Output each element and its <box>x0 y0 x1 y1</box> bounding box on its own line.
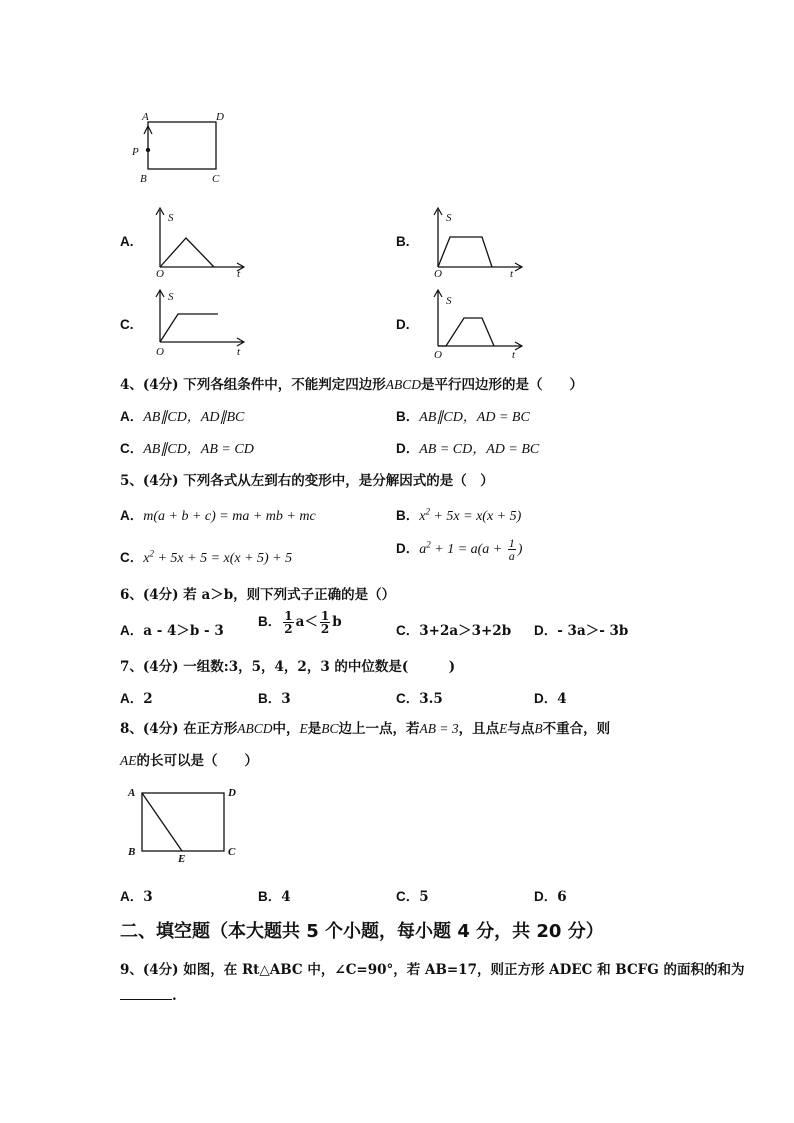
axis-s-label: S <box>446 212 452 224</box>
q4-option-d[interactable]: D．AB = CD，AD = BC <box>396 441 540 457</box>
question-7-stem: 7、(4分) 一组数:3，5，4，2，3 的中位数是( ) <box>120 659 456 675</box>
vertex-d-label: D <box>228 787 236 799</box>
axis-t-label: t <box>510 268 514 277</box>
axis-s-label: S <box>168 291 174 303</box>
q6-option-b[interactable]: B． $\frac{1}{2}$ a＜ $\frac{1}{2}$ b <box>258 609 342 636</box>
section-2-heading: 二、填空题（本大题共 5 个小题，每小题 4 分，共 20 分） <box>120 921 604 942</box>
vertex-c-label: C <box>228 846 236 858</box>
q7-option-b[interactable]: B．3 <box>258 691 291 707</box>
q7-option-c[interactable]: C．3.5 <box>396 691 443 707</box>
vertex-b-label: B <box>140 173 147 185</box>
graph-option-b-label: B. <box>396 234 410 249</box>
question-8-stem-line2: AE的长可以是（ ） <box>120 753 258 769</box>
vertex-c-label: C <box>212 173 220 185</box>
point-e-label: E <box>178 853 186 865</box>
segment-ae <box>142 793 182 851</box>
graph-option-a <box>148 205 248 277</box>
q7-option-a[interactable]: A．2 <box>120 691 153 707</box>
q5-option-d[interactable]: D．$a^2 + 1 = a(a$ + $\frac{1}{a}$ ) <box>396 536 523 564</box>
graph-option-c-label: C. <box>120 317 134 332</box>
vertex-a-label: A <box>128 787 136 799</box>
question-6-stem: 6、(4分) 若 a＞b，则下列式子正确的是（） <box>120 587 396 603</box>
q4-option-b[interactable]: B．AB∥CD，AD = BC <box>396 409 530 425</box>
question-4-stem: 4、(4分) 下列各组条件中，不能判定四边形ABCD是平行四边形的是（ ） <box>120 377 584 393</box>
q5-option-c[interactable]: C．$x^2 + 5x + 5 = x(x + 5) + 5$ <box>120 548 293 566</box>
origin-label: O <box>156 268 164 277</box>
axis-t-label: t <box>237 346 241 358</box>
graph-option-a-label: A. <box>120 234 134 249</box>
origin-label: O <box>156 346 164 358</box>
origin-label: O <box>434 268 442 277</box>
q5-option-a[interactable]: A．m(a + b + c) = ma + mb + mc <box>120 508 316 524</box>
q5-option-b[interactable]: B．$x^2 + 5x = x(x + 5)$ <box>396 506 522 524</box>
q4-option-a[interactable]: A．AB∥CD，AD∥BC <box>120 409 245 425</box>
axis-s-label: S <box>446 295 452 307</box>
graph-option-b <box>426 205 526 277</box>
q6-option-d[interactable]: D．- 3a＞- 3b <box>534 623 629 639</box>
vertex-a-label: A <box>142 111 149 123</box>
question-9-answer-line[interactable]: . <box>120 988 177 1004</box>
question-5-stem: 5、(4分) 下列各式从左到右的变形中，是分解因式的是（ ） <box>120 473 494 489</box>
square-abcd-figure <box>126 782 246 866</box>
question-8-stem-line1: 8、(4分) 在正方形ABCD中，E是BC边上一点，若AB = 3，且点E与点B不重合，则 <box>120 721 611 737</box>
point-p-label: P <box>132 146 139 158</box>
axis-t-label: t <box>512 349 516 360</box>
graph-option-c <box>148 288 248 360</box>
origin-label: O <box>434 349 442 360</box>
graph-option-d <box>426 288 526 360</box>
vertex-d-label: D <box>216 111 224 123</box>
q7-option-d[interactable]: D．4 <box>534 691 567 707</box>
vertex-b-label: B <box>128 846 136 858</box>
axis-t-label: t <box>237 268 241 277</box>
q6-option-c[interactable]: C．3+2a＞3+2b <box>396 623 512 639</box>
q8-option-c[interactable]: C．5 <box>396 889 429 905</box>
axis-s-label: S <box>168 212 174 224</box>
q8-option-b[interactable]: B．4 <box>258 889 291 905</box>
answer-blank[interactable] <box>120 999 172 1000</box>
point-p-dot <box>146 148 150 152</box>
graph-option-d-label: D. <box>396 317 410 332</box>
question-9-stem: 9、(4分) 如图，在 Rt△ABC 中，∠C=90°，若 AB=17，则正方形 ADEC 和 BCFG 的面积的和为 <box>120 962 745 978</box>
q4-option-c[interactable]: C．AB∥CD，AB = CD <box>120 441 254 457</box>
rectangle-figure <box>128 106 238 188</box>
q8-option-d[interactable]: D．6 <box>534 889 567 905</box>
q8-option-a[interactable]: A．3 <box>120 889 153 905</box>
q6-option-a[interactable]: A．a - 4＞b - 3 <box>120 623 224 639</box>
